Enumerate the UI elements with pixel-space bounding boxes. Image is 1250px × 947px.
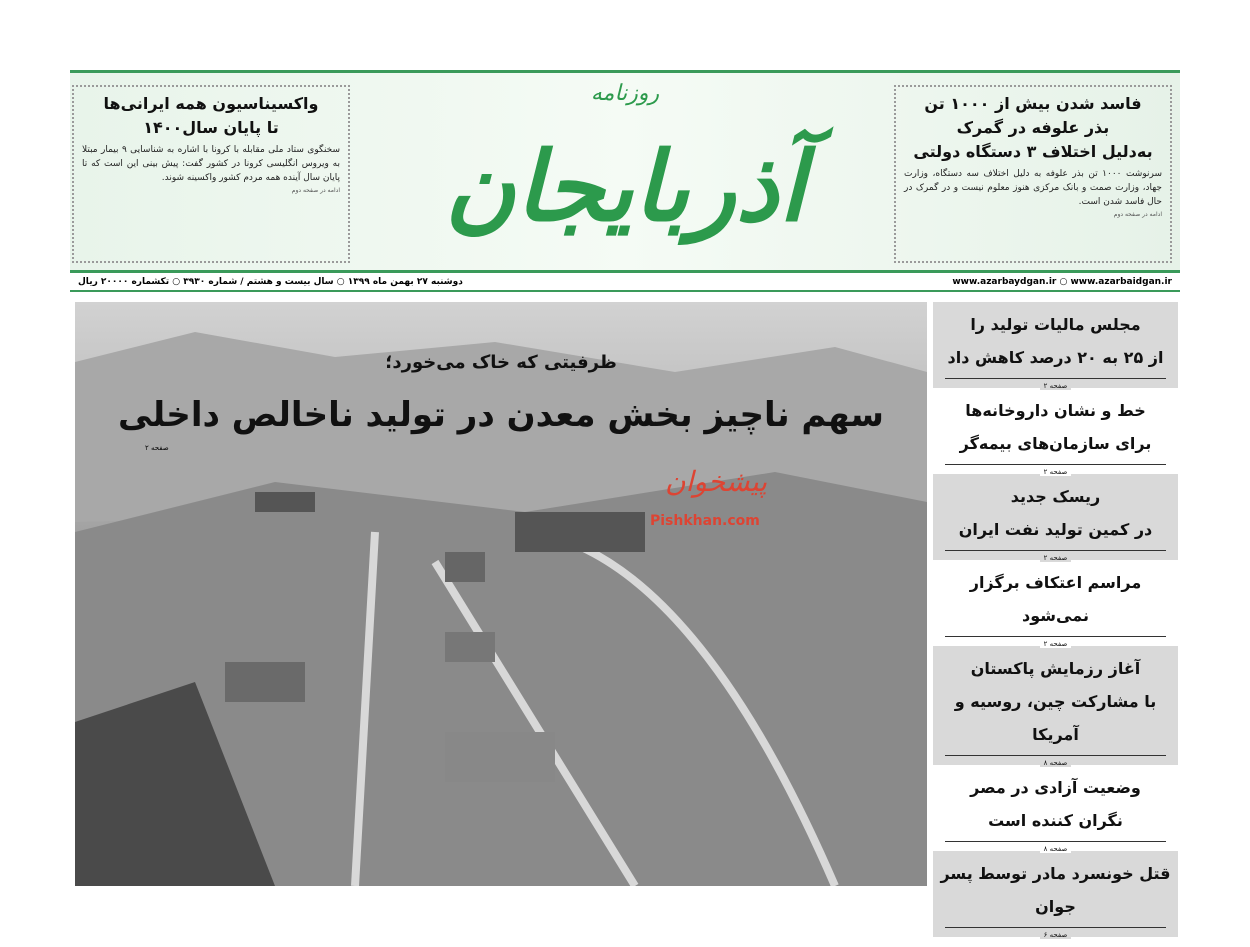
- side-headline-item[interactable]: [933, 851, 1178, 937]
- story-body: سخنگوی ستاد ملی مقابله با کرونا با اشاره به شناسایی ۹ بیمار مبتلا به ویروس انگلیسی کرونا در کشور گفت: پیش بینی این است که تا پایان سال آینده همه مردم کشور واکسینه شوند.: [82, 145, 341, 183]
- websites[interactable]: www.azarbaydgan.ir ○ www.azarbaidgan.ir: [952, 276, 1172, 287]
- side-headline-item[interactable]: [933, 302, 1178, 388]
- newspaper-logo: [410, 73, 840, 269]
- divider: [945, 378, 1166, 390]
- continued-note: ادامه در صفحه دوم: [291, 187, 340, 194]
- side-headline-text: نگران کننده است: [988, 811, 1123, 830]
- divider: [945, 636, 1166, 648]
- page-ref: صفحه ۲: [1040, 382, 1072, 390]
- divider: [945, 755, 1166, 767]
- side-headline-item[interactable]: [933, 560, 1178, 646]
- divider: [945, 550, 1166, 562]
- side-headline-text: خط و نشان داروخانه‌ها: [965, 401, 1146, 420]
- side-headline-text: با مشارکت چین، روسیه و آمریکا: [954, 692, 1157, 744]
- side-headline-text: برای سازمان‌های بیمه‌گر: [959, 434, 1152, 453]
- story-title: واکسیناسیون همه ایرانی‌ها: [103, 94, 319, 113]
- logo-text: آذربایجان: [444, 130, 806, 243]
- side-headline-item[interactable]: [933, 388, 1178, 474]
- watermark-logo: پیشخوان: [665, 465, 768, 498]
- side-headline-text: آغاز رزمایش پاکستان: [970, 659, 1141, 678]
- page-ref: صفحه ۲: [1040, 640, 1072, 648]
- page-ref: صفحه ۲: [1040, 468, 1072, 476]
- main-kicker: ظرفیتی که خاک می‌خورد؛: [385, 352, 617, 373]
- mine-landscape-image: [75, 302, 927, 886]
- divider: [945, 841, 1166, 853]
- headline-page-ref: صفحه ۲: [145, 444, 169, 452]
- side-headline-text: مراسم اعتکاف برگزار نمی‌شود: [969, 573, 1142, 625]
- story-body: سرنوشت ۱۰۰۰ تن بذر علوفه به دلیل اختلاف سه دستگاه، وزارت جهاد، وزارت صمت و بانک مرکزی هنوز معلوم نیست و در گمرک در حال فاسد شدن است.: [904, 169, 1163, 207]
- masthead: [70, 70, 1180, 270]
- page-ref: صفحه ۲: [1040, 554, 1072, 562]
- page-ref: صفحه ۸: [1040, 845, 1072, 853]
- story-title: تا پایان سال۱۴۰۰: [143, 118, 279, 137]
- divider: [945, 927, 1166, 939]
- page-ref: صفحه ۸: [1040, 759, 1072, 767]
- side-headline-text: مجلس مالیات تولید را: [970, 315, 1141, 334]
- date-line: دوشنبه ۲۷ بهمن ماه ۱۳۹۹ ○ سال بیست و هشتم / شماره ۳۹۳۰ ○ تکشماره ۲۰۰۰۰ ریال: [78, 276, 463, 287]
- side-headline-text: در کمین تولید نفت ایران: [958, 520, 1153, 539]
- side-headlines: [933, 302, 1178, 937]
- page-ref: صفحه ۶: [1040, 931, 1072, 939]
- top-right-story[interactable]: [894, 85, 1172, 263]
- top-left-story[interactable]: [72, 85, 350, 263]
- side-headline-item[interactable]: [933, 765, 1178, 851]
- side-headline-text: قتل خونسرد مادر توسط پسر جوان: [940, 864, 1171, 916]
- logo-subtext: روزنامه: [590, 81, 660, 106]
- side-headline-text: از ۲۵ به ۲۰ درصد کاهش داد: [947, 348, 1164, 367]
- watermark-url: Pishkhan.com: [650, 513, 760, 529]
- side-headline-text: ریسک جدید: [1010, 487, 1101, 506]
- continued-note: ادامه در صفحه دوم: [1113, 211, 1162, 218]
- side-headline-item[interactable]: [933, 646, 1178, 765]
- main-photo[interactable]: [75, 302, 927, 886]
- story-title: به‌دلیل اختلاف ۳ دستگاه دولتی: [913, 142, 1153, 161]
- side-headline-text: وضعیت آزادی در مصر: [970, 778, 1141, 797]
- newspaper-front-page: [70, 70, 1180, 939]
- info-strip: [70, 270, 1180, 292]
- story-title: فاسد شدن بیش از ۱۰۰۰ تن: [924, 94, 1142, 113]
- side-headline-item[interactable]: [933, 474, 1178, 560]
- story-title: بذر علوفه در گمرک: [956, 118, 1110, 137]
- main-headline[interactable]: سهم ناچیز بخش معدن در تولید ناخالص داخلی: [118, 395, 884, 435]
- divider: [945, 464, 1166, 476]
